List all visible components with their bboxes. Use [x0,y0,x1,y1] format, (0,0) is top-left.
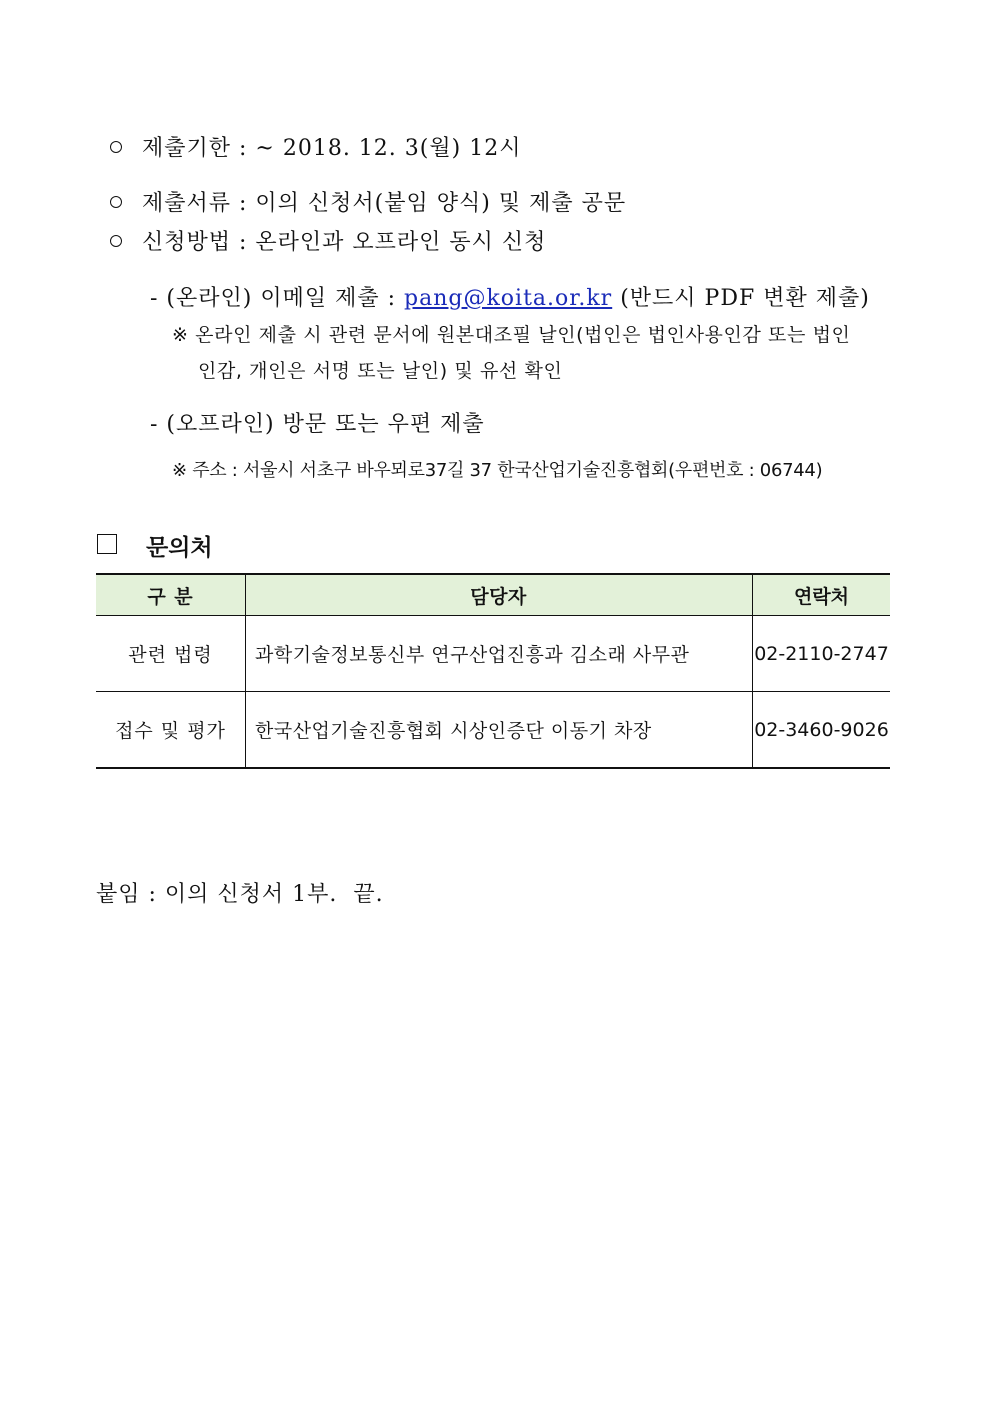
online-submission-line [150,281,870,312]
online-note-line1: ※ 온라인 제출 시 관련 문서에 원본대조필 날인(법인은 법인사용인감 또는 법인 [172,324,851,346]
offline-address-note: ※ 주소 : 서울시 서초구 바우뫼로37길 37 한국산업기술진흥협회(우편번호 : 06744) [172,460,823,481]
deadline-text: 제출기한 : ~ 2018. 12. 3(월) 12시 [142,136,522,161]
header-phone: 연락처 [753,574,891,616]
bullet-circle-icon [110,141,122,153]
method-text: 신청방법 : 온라인과 오프라인 동시 신청 [142,230,547,255]
table-header-row [96,574,890,616]
bullet-circle-icon [110,235,122,247]
table-row [96,616,890,692]
header-category: 구 분 [96,574,246,616]
table-row [96,692,890,769]
row-person: 과학기술정보통신부 연구산업진흥과 김소래 사무관 [246,616,753,692]
row-category: 접수 및 평가 [96,692,246,769]
contact-table [96,573,890,769]
bullet-circle-icon [110,196,122,208]
row-category: 관련 법령 [96,616,246,692]
row-phone: 02-3460-9026 [753,692,891,769]
online-suffix: (반드시 PDF 변환 제출) [612,286,870,311]
header-person: 담당자 [246,574,753,616]
contact-section-title: 문의처 [146,535,213,561]
row-person: 한국산업기술진흥협회 시상인증단 이동기 차장 [246,692,753,769]
offline-submission-line: - (오프라인) 방문 또는 우편 제출 [150,412,485,437]
online-note-line2: 인감, 개인은 서명 또는 날인) 및 유선 확인 [198,360,563,382]
row-phone: 02-2110-2747 [753,616,891,692]
attachment-text: 붙임 : 이의 신청서 1부. 끝. [96,882,384,907]
section-square-icon [97,534,117,554]
online-prefix: - (온라인) 이메일 제출 : [150,286,404,311]
email-link[interactable]: pang@koita.or.kr [404,286,613,311]
documents-text: 제출서류 : 이의 신청서(붙임 양식) 및 제출 공문 [142,191,627,216]
